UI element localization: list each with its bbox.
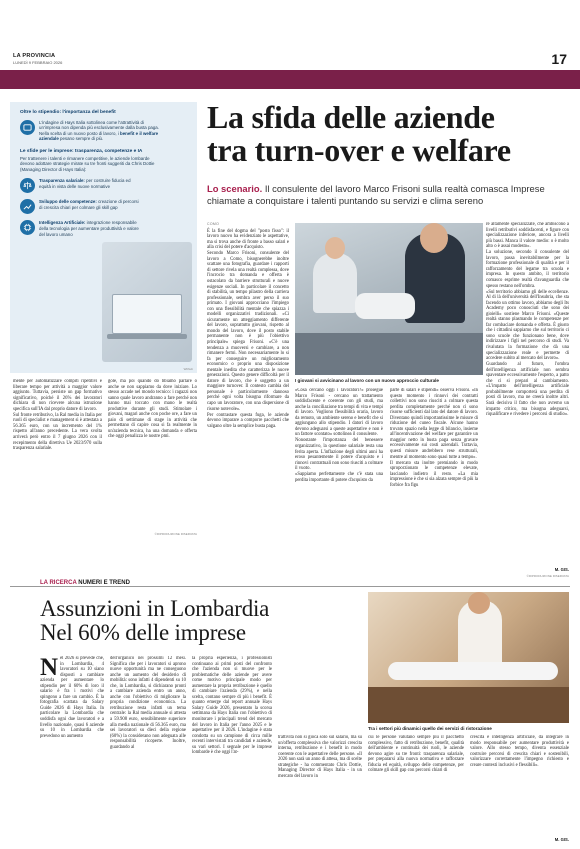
sidebar-item-bold: Sviluppo delle competenze: [39,199,97,205]
paragraph: trattività non si gioca solo sul salario, ma su un'offerta complessiva che valorizzi crescita interna, retribuzione e i benefit in modo coerente con le aspettative delle persone. «Il 2026 non sarà un anno di attesa, ma di scelte strategiche - ha commentato Chris Dottie, Managing Director di Hays Italia - in un mercato del lavoro in [278,735,362,779]
image-credit: Withub [183,367,193,371]
headline-line-2: Nel 60% delle imprese [40,620,246,645]
wallet-icon [20,120,35,135]
ricerca-column-2 [110,656,186,846]
ricerca-column-3 [192,656,272,846]
ricerca-column-6 [470,735,569,835]
paragraph: crescita e intelligenza artificiale, da integrare in modo responsabile per aumentare produttività e valore. Allo stesso tempo, diventa essenziale costruire percorsi di crescita chiari e sostenibili, valorizzare correttamente l'impegno richiesto e creare contesti inclusivi e flessibili». [470,735,569,768]
main-column-4 [486,222,569,562]
article-headline [207,101,569,167]
subtitle-text: Il consulente del lavoro Marco Frisoni sulla realtà comasca Imprese chiamate a conquistare i talenti puntando su servizi e clima sereno [207,183,545,206]
drop-cap: N [40,656,59,681]
copyright-note: ©RIPRODUZIONE RISERVATA [526,574,569,578]
paragraph: gole, ma poi quando do bbiamo parlare o anche se non sappiamo da dove iniziare. Lo stesso accade nel mondo tecnico: i ragazzi non sanno quale lavoro andranno a fare perché non hanno mai toccato con mano le realtà produttive durante gli studi. Stimolare i giovani, magari anche con poche ore, a fare un paio di settimane di stage in attività che permettano di capire cosa si fa realmente in un'azienda tecnica, ha una domanda e offerta che oggi penalizza le nostre pmi. [108,379,197,440]
paragraph: Guardando al futuro, l'ombra dell'intelligenza artificiale non sembra spaventare eccessivamente l'esperto, a patto che ci si prepari al cambiamento. «L'impatto dell'intelligenza artificiale probabilmente comporterà una perdita di posti di lavoro, ma ne creerà inoltre altri. Sarà decisiva il fatto che non avremo un impatto critico, ma bisogna adeguarsi, riqualificare e rivedere i percorsi di studio». [486,362,569,418]
continuation-column-2 [108,379,197,529]
paragraph: dell'organico nei prossimi 12 mesi. Significa che per i lavoratori si aprono nuove opportunità ma ne conseguono anche un aumento del desiderio di mobilità: sono infatti 4 dipendenti su 10 che, in Lombardia, si dichiarano pronti a cambiare azienda entro un anno, anche con l'obiettivo di migliorare la propria condizione economica. La retribuzione resta infatti un tema centrale: la Ral media annuale si attesta a 59.908 euro, sensibilmente superiore alla media nazionale di 56.365 euro, ma sei lavoratori su dieci della regione (60%) la considerano non adeguata alle responsabilità ricoperte. Inoltre, guardando al [110,656,186,750]
main-column-3 [390,388,478,578]
dateline-city: COMO [207,222,220,226]
paragraph: Per contrastare questa fuga, le aziende devono imparare a comporre pacchetti che valgano oltre la semplice busta paga. [207,412,289,429]
headline-line-1: Assunzioni in Lombardia [40,596,270,621]
article-subtitle [207,183,569,206]
paragraph: cui le persone valutano sempre più il pacchetto complessivo, fatto di retribuzione, benefit, qualità dell'ambiente e continuità dei ruoli, le aziende devono agire su tre fronti: trasparenza salariale, per prepararsi alla nuova normativa e rafforzare fiducia ed equità, sviluppo delle competenze, per colmare gli skill gap con percorsi chiari di [368,735,464,774]
ricerca-column-1 [40,656,104,846]
paragraph: Nonostante l'importanza del benessere organizzativo, la questione salariale resta una ferita aperta. L'inflazione degli ultimi anni ha eroso pesantemente il potere d'acquisto e i rinnovi contrattuali non sono riusciti a colmare il vuoto. [295,438,383,472]
ai-chip-icon [20,220,35,235]
paragraph: È la fine del dogma del "posto fisso": il lavoro nuovo ha evidenziato le aspettative, ma si trova anche di fronte a basso salari e alla crisi del potere d'acquisto. [207,228,289,251]
sidebar-item-text: per costruire fiducia ed equità in vista delle nuove normative [39,178,131,189]
paragraph: re altamente specializzate, che ambiscono a livelli retributivi soddisfacenti, e figure con specializzazione inferiore, ancora a livelli più bassi. Manca il valore medio: o è molto alto o è assai modesto». [486,222,569,250]
page-number: 17 [551,51,567,67]
issue-date: LUNEDÌ 9 FEBBRAIO 2026 [13,60,63,65]
article-byline: M. GIS. [554,837,569,842]
paragraph: «Cosa cercano oggi i lavoratori?» prosegue Marco Frisoni - cercano un trattamento soddisfacente e coerente con gli studi, ma anche la conciliazione tra tempi di vita e tempi di lavoro. Vogliono flessibilità oraria, lavoro da remoto, un ambiente sereno e benefit che si aggiungano allo stipendio. I datori di lavoro devono adeguarsi a queste aspettative e non è un fattore scontato» sottolinea il consulente. [295,388,383,438]
paragraph: Sul fronte retributivo, la Ral media in Italia per ruoli di specialist e management si è attestata a 56.365 euro, con un incremento del 1% rispetto all'anno precedente. La vera svolta arriverà però entro il 7 giugno 2026 con il recepimento della direttiva Ue 2023/970 sulla trasparenza salariale. [13,412,102,452]
paragraph: Secondo Marco Frisoni, consulente del lavoro a Como, bisognerebbe inoltre scattare una fotografia, guardare i rapporti di settore rivela una realtà complessa, dove l'incrocio tra domanda e offerta è ostacolato da barriere strutturali e nuove esigenze sociali. In particolare il concetto di stabilità, un tempo pilastro della carriera professionale, sembra aver perso il suo primato. I giovani approcciano l'impiego con una flessibilità mentale che spiazza i modelli organizzativi tradizionali. «Ci sicuramente un atteggiamento differente del lavoro, soprattutto giovani, rispetto al mondo del lavoro, dove il posto stabile permanente non è più l'obiettivo principale» spiega Frisoni. «C'è una tendenza a muoversi e cambiare, a non rimanere fermi. Non necessariamente lo si fa per conseguire un miglioramento economico o proprio una disposizione mentale inedita che caratterizza le nuove generazioni. Questo genere difficoltà per il datore di lavoro, che è soggetto a un maggiore turnover. Il contesto cambia del personale è particolarmente dannoso perché ogni volta bisogna riformare da capo un lavoratore, con una dispersione di risorse notevole». [207,251,289,412]
subtitle-label: Lo scenario. [207,183,263,194]
ricerca-column-4 [278,735,362,845]
growth-chart-icon [20,199,35,214]
infographic-box [10,102,197,373]
copyright-note: ©RIPRODUZIONE RISERVATA [154,532,197,536]
section-headline [40,597,350,645]
ricerca-column-5 [368,735,464,845]
paragraph: Il mercato sta inoltre premiando in modo sproporzionato le competenze elevate, lasciando indietro il resto. «La mia impressione è che si sia alzata sempre di più la forbice fra figu [390,460,478,488]
paragraph: mente per automatizzare compiti ripetitivi e liberare tempo per attività a maggior valore aggiunto. Tuttavia, persiste un gap formativo significativo, poiché il 26% dei lavoratori dichiara di non ricevere alcuna istruzione specifica sull'IA dal proprio datore di lavoro. [13,379,102,412]
sidebar-item-text: integrazione responsabile della tecnologia per aumentare produttività e valore del lavoro umano [39,220,139,237]
sidebar-item-bold: Intelligenza Artificiale: [39,220,86,226]
sidebar-heading-sfide: Le sfide per le imprese: trasparenza, competenze e IA [20,148,143,154]
article-byline: M. GIS. [554,567,569,572]
sidebar-intro-bold: benefit e il welfare aziendale [39,130,159,142]
continuation-column-1 [13,379,102,549]
sidebar-intro-a: L'indagine di Hays Italia sottolinea come l'attrattività di un'impresa non dipenda più esclusivamente dalla busta paga. [39,119,159,131]
newspaper-name: LA PROVINCIA [13,53,56,59]
sidebar-sub-sfide: Per trattenere i talenti e rimanere competitive, le aziende lombarde devono adottare strategie mirate su tre fronti suggeriti da Chris Dottie (Managing Director di Hays Italia): [20,155,155,172]
sidebar-item-text: creazione di percorsi di crescita chiari per colmare gli skill gap [39,199,139,210]
sidebar-intro-c: pesano sempre di più. [60,136,104,142]
kicker-label: LA RICERCA [40,580,77,586]
paragraph: «Sul territorio abbiamo gli delle eccellenze. Al di là dell'università dell'Insubria, che sta facendo un ottimo lavoro, abbiamo degli Its Academy poco conosciuti che sono dei gioielli» sostiene Marco Frisoni. «Queste realtà stanno plasmando le competenze per far combaciare domanda e offerta. È giusto che i cittadini sappiamo che sul territorio ci sono scuole che funzionano bene, dove indirizzare i figli nel percorso di studi. Va rivalutata la formazione che dà una specializzazione reale e permette di accedere subito al mercato del lavoro». [486,289,569,362]
paragraph: parte di salari e stipendi» osserva Frisoni. «In questo momento i rinnovi dei contratti collettivi non sono riusciti a colmare questa perdita completamente perché non ci sono risorse sufficienti dal lato del datore di lavoro. Diventano quindi importantissime le misure di riduzione del cuneo fiscale. Alcune hanno trovato spazio nella legge di bilancio, insieme all'incentivazione del welfare per garantire un maggior netto in busta paga senza gravare eccessivamente sui costi aziendali. Tuttavia, questi misure andrebbero rese strutturali, mentre al momento sono quasi tutte a tempo». [390,388,478,460]
paragraph: «Sappiamo perfettamente che c'è stata una perdita importante di potere d'acquisto da [295,472,383,483]
photo-caption: Tra i settori più dinamici quello dei servizi di ristorazione [368,726,492,731]
section-divider [10,586,570,587]
sidebar-heading-benefit: Oltre lo stipendio: l'importanza del benefit [20,110,116,115]
restaurant-photo [368,592,569,723]
photo-caption: I giovani si avvicinano al lavoro con un nuovo approccio culturale [295,378,439,383]
sidebar-item-bold: Trasparenza salariale: [39,178,85,184]
paragraph: La soluzione, secondo il consulente del lavoro, passa inevitabilmente per la formazione professionale di qualità e per il rafforzamento del legame tra scuola e impresa. In questo ambito, il territorio comasco esprime realtà d'avanguardia che spesso restano nell'ombra. [486,250,569,289]
kicker-sub: NUMERI E TREND [78,580,130,586]
paragraph: el 2026 si prevede che, in Lombardia, 4 lavoratori su 10 siano disposti a cambiare azienda per aumentare lo stipendio per il 60% di loro il salario è fra i motivi che spingono a fare un cambio. È la fotografia scattata da Salary Guide 2026 di Hays Italia. In particolare la Lombardia che soddisfa ogni due lavoratori e a livello nazionale, quasi 6 aziende su 10 in Lombardia che prevedono un aumento [40,656,104,739]
paragraph: la propria esperienza, i professionisti continuano ai primi posti del confronto che l'azienda non si muove per le problematiche delle aziende per avere come motivo principale modo per aumentare la propria retribuzione è quello di cambiare l'azienda (29%), e nella scelta, contano sempre di più i benefit. È quanto emerge dal report annuale Hays Salary Guide 2026, presentato la scorsa settimana da Hays Italia con l'obiettivo di monitorare i principali trend del mercato del lavoro in Italia per l'anno 2025 e le aspettative per il 2026. L'indagine è stata condotta su un campione di circa mille recenti intervistati tra candidati e aziende, su vari settori. I segnale per le imprese lombarde è che oggi l'at- [192,656,272,756]
headline-line-1: La sfida delle aziende [207,99,495,135]
headline-line-2: tra turn-over e welfare [207,132,511,168]
masthead [13,53,62,65]
business-meeting-photo [295,223,483,375]
scales-icon [20,178,35,193]
laptop-illustration [102,242,192,362]
sidebar-intro-b: Nella scelta di un nuovo posto di lavoro, i [39,130,119,136]
main-column-1 [207,222,289,576]
main-column-2 [295,388,383,578]
section-kicker [40,580,130,586]
header-band [0,70,580,89]
